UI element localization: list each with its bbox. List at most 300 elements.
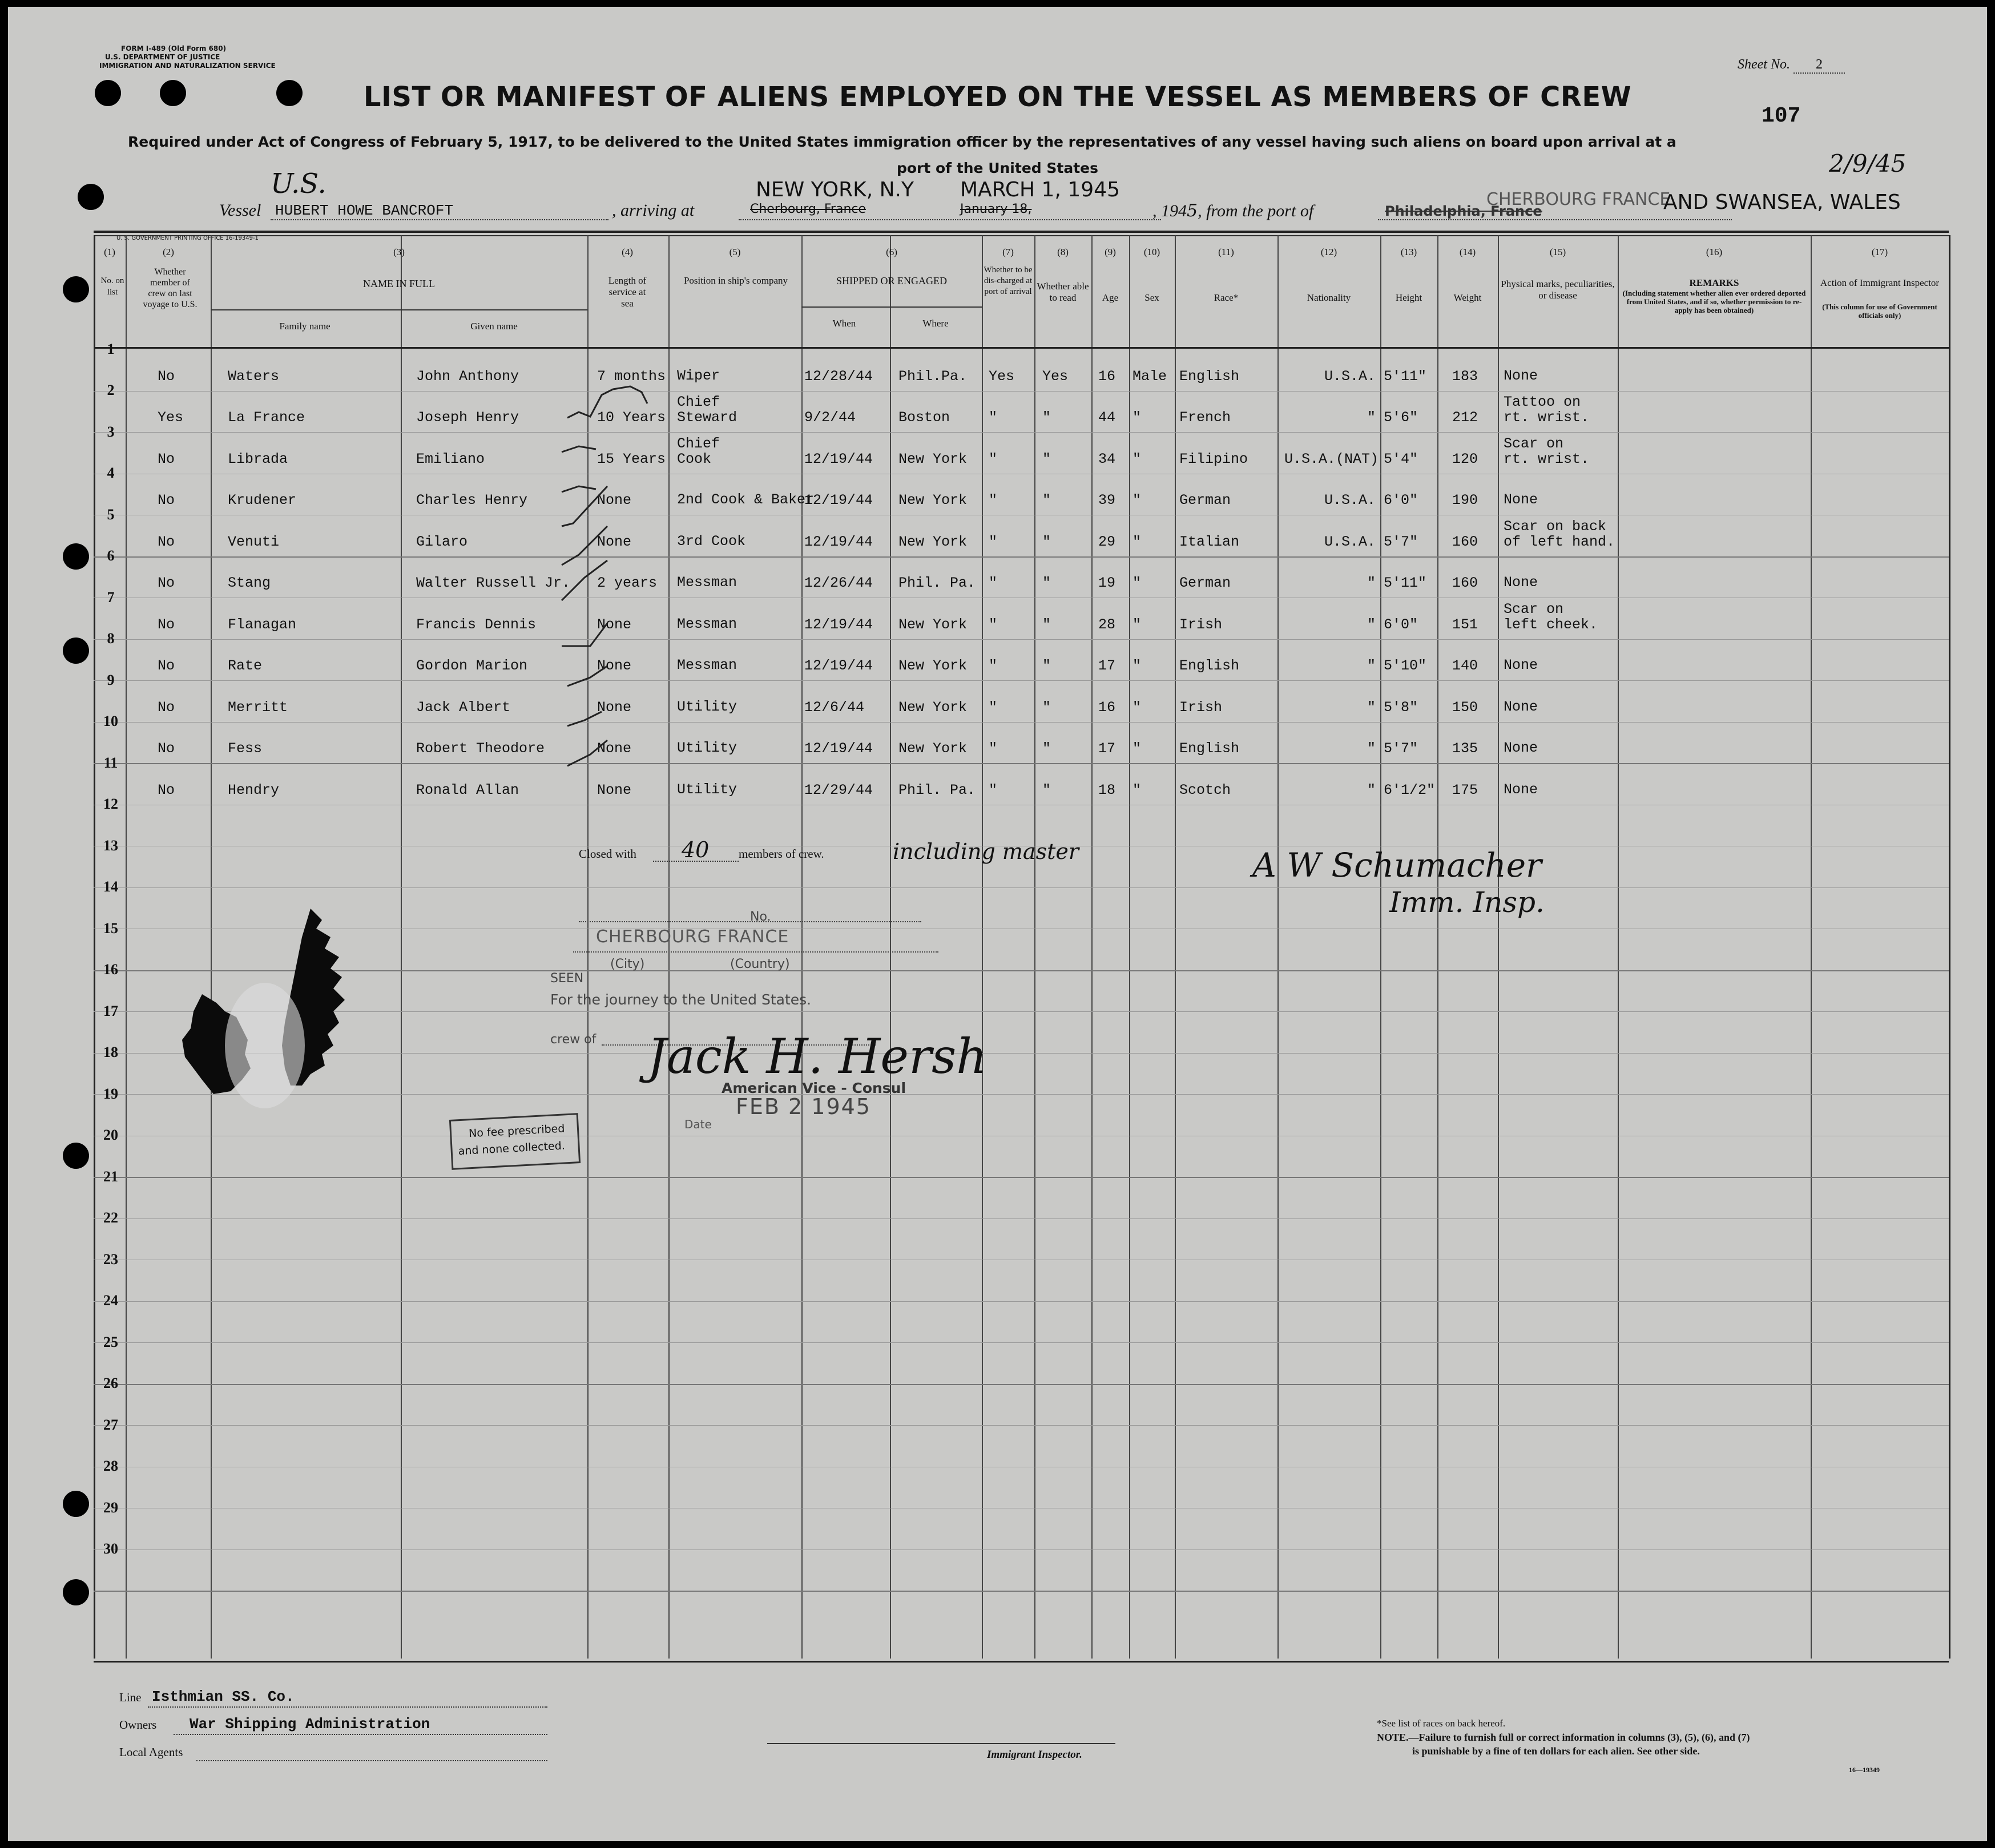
cell-family: Krudener (228, 492, 297, 509)
cell-marks: Scar on back of left hand. (1504, 518, 1615, 550)
cell-sex: " (1132, 782, 1142, 798)
cell-marks: None (1504, 781, 1538, 798)
cell-nationality: " (1367, 740, 1376, 757)
cell-weight: 140 (1452, 657, 1478, 674)
cell-where: New York (898, 657, 968, 674)
col11-num: (11) (1218, 247, 1234, 257)
cell-read: " (1042, 616, 1051, 633)
cell-height: 6'1/2" (1384, 782, 1436, 798)
year-digit: 5 (1187, 201, 1198, 221)
consul-date-stamp: FEB 2 1945 (736, 1094, 871, 1119)
column-divider (1380, 235, 1381, 1659)
cell-nationality: " (1367, 409, 1376, 426)
col5-num: (5) (729, 247, 741, 257)
cell-height: 5'8" (1384, 699, 1418, 716)
cell-given: Charles Henry (416, 492, 528, 509)
column-divider (1498, 235, 1499, 1659)
col9-num: (9) (1105, 247, 1116, 257)
empty-row-line-number: 26 (103, 1375, 118, 1391)
cell-weight: 120 (1452, 451, 1478, 467)
cell-position: Messman (677, 657, 737, 673)
cell-last-voyage: No (158, 575, 175, 591)
cell-race: Irish (1179, 699, 1223, 716)
col15-header: Physical marks, peculiarities, or disease (1501, 279, 1615, 301)
cell-last-voyage: No (158, 657, 175, 674)
col1-header: No. on list (100, 276, 124, 297)
cell-family: Rate (228, 657, 263, 674)
row-rule (94, 763, 1949, 764)
empty-row-line-number: 22 (103, 1209, 118, 1226)
cell-sex: " (1132, 616, 1142, 633)
cell-service: None (597, 657, 632, 674)
cell-family: Merritt (228, 699, 288, 716)
row-rule (94, 391, 1949, 392)
cell-where: New York (898, 534, 968, 550)
cell-sex: " (1132, 492, 1142, 509)
col4-header: Length of service at sea (608, 275, 647, 309)
footer-inspector-label: Immigrant Inspector. (987, 1749, 1082, 1761)
empty-row-line-number: 25 (103, 1334, 118, 1350)
col3-header: NAME IN FULL (363, 278, 435, 289)
vessel-label: Vessel (219, 201, 261, 220)
row-line-number: 6 (107, 547, 115, 564)
empty-row-line-number: 18 (103, 1044, 118, 1060)
cell-read: " (1042, 575, 1051, 591)
cell-marks: None (1504, 699, 1538, 715)
col13-header: Height (1395, 292, 1422, 303)
cell-age: 17 (1098, 657, 1116, 674)
cell-family: Stang (228, 575, 271, 591)
cell-last-voyage: No (158, 699, 175, 716)
from-port-struck: Philadelphia, France (1385, 203, 1542, 219)
footer-note-races: *See list of races on back hereof. (1377, 1718, 1506, 1729)
closing-hand-note: including master (893, 839, 1079, 864)
row-rule (94, 1591, 1949, 1592)
arriving-port-struck: Cherbourg, France (750, 202, 866, 216)
col17-num: (17) (1871, 247, 1888, 257)
row-rule (94, 1384, 1949, 1385)
form-id: FORM I-489 (Old Form 680) (121, 45, 227, 53)
cell-given: Ronald Allan (416, 782, 519, 798)
row-line-number: 3 (107, 423, 115, 440)
cell-sex: " (1132, 657, 1142, 674)
empty-row-line-number: 13 (103, 837, 118, 854)
consul-stamp-city: CHERBOURG FRANCE (596, 927, 789, 947)
stamp-number: 107 (1762, 104, 1801, 128)
col15-num: (15) (1549, 247, 1566, 257)
cell-given: Emiliano (416, 451, 485, 467)
cell-discharged: " (989, 782, 998, 798)
cell-sex: " (1132, 699, 1142, 716)
handwritten-date: 2/9/45 (1829, 150, 1907, 177)
col14-header: Weight (1453, 292, 1482, 303)
cell-position: Messman (677, 616, 737, 632)
cell-read: " (1042, 782, 1051, 798)
cell-when: 12/26/44 (804, 575, 873, 591)
printing-office: U. S. GOVERNMENT PRINTING OFFICE 16-19349-1 (116, 235, 259, 241)
col3-num: (3) (393, 247, 405, 257)
footer-agents-label: Local Agents (119, 1745, 183, 1759)
cell-given: Jack Albert (416, 699, 511, 716)
column-divider (1811, 235, 1812, 1659)
column-divider (1034, 235, 1035, 1659)
cell-last-voyage: No (158, 740, 175, 757)
cell-position: 3rd Cook (677, 533, 746, 550)
form-service: IMMIGRATION AND NATURALIZATION SERVICE (99, 62, 276, 70)
cell-position: Chief Cook (677, 435, 720, 467)
subtitle-line-2: port of the United States (896, 160, 1098, 176)
cell-marks: None (1504, 368, 1538, 384)
cell-family: Hendry (228, 782, 280, 798)
inspector-title: Imm. Insp. (1389, 886, 1545, 919)
binder-hole (63, 543, 89, 570)
cell-family: La France (228, 409, 305, 426)
col2-num: (2) (163, 247, 174, 257)
cell-last-voyage: No (158, 616, 175, 633)
cell-sex: " (1132, 575, 1142, 591)
check-marks (556, 384, 682, 840)
cell-service: None (597, 492, 632, 509)
cell-given: Gordon Marion (416, 657, 528, 674)
cell-race: English (1179, 657, 1240, 674)
consul-city-label: (City) (610, 957, 645, 971)
cell-where: New York (898, 451, 968, 467)
cell-when: 12/19/44 (804, 492, 873, 509)
cell-height: 5'11" (1384, 368, 1427, 385)
cell-when: 12/19/44 (804, 616, 873, 633)
col1-num: (1) (104, 247, 115, 257)
cell-when: 12/28/44 (804, 368, 873, 385)
empty-row-line-number: 23 (103, 1251, 118, 1268)
cell-marks: Scar on left cheek. (1504, 601, 1598, 633)
cell-sex: " (1132, 534, 1142, 550)
row-rule (94, 1218, 1949, 1219)
cell-given: Joseph Henry (416, 409, 519, 426)
cell-service: None (597, 782, 632, 798)
empty-row-line-number: 16 (103, 961, 118, 978)
cell-age: 28 (1098, 616, 1116, 633)
fee-stamp (449, 1113, 581, 1170)
cell-family: Fess (228, 740, 263, 757)
cell-last-voyage: No (158, 368, 175, 385)
vessel-name: HUBERT HOWE BANCROFT (275, 202, 454, 219)
cell-race: Irish (1179, 616, 1223, 633)
cell-age: 16 (1098, 699, 1116, 716)
cell-given: Robert Theodore (416, 740, 545, 757)
row-line-number: 2 (107, 382, 115, 398)
cell-marks: None (1504, 740, 1538, 756)
from-port-hand: AND SWANSEA, WALES (1663, 191, 1901, 214)
row-line-number: 7 (107, 589, 115, 606)
col10-header: Sex (1144, 292, 1159, 303)
row-rule (94, 639, 1949, 640)
consul-journey: For the journey to the United States. (550, 991, 812, 1008)
col7-header: Whether to be dis-charged at port of arrival (984, 265, 1033, 296)
cell-where: Phil.Pa. (898, 368, 968, 385)
column-divider (126, 235, 127, 1659)
from-label: , from the port of (1198, 201, 1314, 220)
inspector-signature: A W Schumacher (1252, 846, 1542, 885)
cell-read: " (1042, 409, 1051, 426)
cell-sex: " (1132, 740, 1142, 757)
footer-owners-label: Owners (119, 1718, 157, 1732)
form-dept: U.S. DEPARTMENT OF JUSTICE (105, 53, 220, 61)
binder-hole (63, 1143, 89, 1169)
binder-hole (63, 276, 89, 302)
cell-read: " (1042, 699, 1051, 716)
cell-marks: None (1504, 657, 1538, 673)
cell-discharged: " (989, 451, 998, 467)
cell-where: New York (898, 616, 968, 633)
col3-given-header: Given name (470, 321, 518, 332)
cell-age: 29 (1098, 534, 1116, 550)
empty-row-line-number: 29 (103, 1499, 118, 1516)
sheet-no: 2 (1794, 57, 1845, 74)
footer-note-2: is punishable by a fine of ten dollars for each alien. See other side. (1412, 1745, 1700, 1757)
cell-weight: 160 (1452, 575, 1478, 591)
cell-height: 5'11" (1384, 575, 1427, 591)
cell-read: " (1042, 657, 1051, 674)
from-port-stamp: CHERBOURG FRANCE (1486, 189, 1671, 209)
row-rule (94, 432, 1949, 433)
cell-position: Chief Steward (677, 394, 737, 426)
cell-age: 39 (1098, 492, 1116, 509)
consul-country-label: (Country) (730, 957, 790, 971)
cell-nationality: " (1367, 575, 1376, 591)
col17-header: Action of Immigrant Inspector (1820, 277, 1940, 288)
cell-discharged: " (989, 575, 998, 591)
column-divider (1091, 235, 1093, 1659)
cell-marks: None (1504, 491, 1538, 508)
cell-weight: 150 (1452, 699, 1478, 716)
column-divider (1437, 235, 1438, 1659)
cell-discharged: " (989, 409, 998, 426)
column-divider (1277, 235, 1279, 1659)
empty-row-line-number: 28 (103, 1458, 118, 1474)
cell-weight: 135 (1452, 740, 1478, 757)
row-line-number: 11 (103, 754, 118, 771)
cell-weight: 212 (1452, 409, 1478, 426)
cell-marks: Tattoo on rt. wrist. (1504, 394, 1590, 426)
cell-age: 44 (1098, 409, 1116, 426)
row-line-number: 4 (107, 465, 115, 481)
cell-sex: " (1132, 451, 1142, 467)
arrival-date-hand: MARCH 1, 1945 (960, 178, 1120, 201)
col17-note: (This column for use of Government officials only) (1822, 302, 1937, 320)
cell-read: " (1042, 740, 1051, 757)
col12-header: Nationality (1307, 292, 1351, 303)
cell-read: " (1042, 534, 1051, 550)
col9-header: Age (1102, 292, 1119, 303)
cell-age: 17 (1098, 740, 1116, 757)
consul-crew-of: crew of (550, 1032, 597, 1047)
consul-signature: Jack H. Hersh (647, 1028, 988, 1084)
cell-when: 9/2/44 (804, 409, 856, 426)
page-title: LIST OR MANIFEST OF ALIENS EMPLOYED ON THE VESSEL AS MEMBERS OF CREW (363, 81, 1632, 113)
closing-suffix: members of crew. (739, 847, 824, 861)
manifest-sheet (8, 7, 1987, 1841)
column-divider (982, 235, 983, 1659)
seal-ribbon (168, 897, 408, 1137)
footer-note-1: NOTE.—Failure to furnish full or correct information in columns (3), (5), (6), and (7) (1377, 1732, 1750, 1743)
row-rule (94, 1177, 1949, 1178)
cell-weight: 151 (1452, 616, 1478, 633)
cell-position: Messman (677, 574, 737, 591)
cell-service: 2 years (597, 575, 658, 591)
cell-age: 18 (1098, 782, 1116, 798)
cell-weight: 160 (1452, 534, 1478, 550)
row-rule (94, 1342, 1949, 1343)
cell-sex: Male (1132, 368, 1167, 385)
footer-line-label: Line (119, 1690, 142, 1704)
column-divider (1129, 235, 1130, 1659)
closing-count: 40 (682, 837, 710, 862)
cell-nationality: U.S.A.(NAT) (1284, 451, 1379, 467)
binder-hole (63, 637, 89, 664)
cell-nationality: " (1367, 782, 1376, 798)
col3-family-header: Family name (279, 321, 331, 332)
cell-when: 12/6/44 (804, 699, 865, 716)
cell-discharged: " (989, 492, 998, 509)
consul-no-label: No. (750, 910, 771, 924)
empty-row-line-number: 30 (103, 1540, 118, 1557)
cell-discharged: " (989, 740, 998, 757)
cell-race: English (1179, 740, 1240, 757)
cell-height: 5'10" (1384, 657, 1427, 674)
consul-seen: SEEN (550, 971, 584, 986)
cell-nationality: " (1367, 616, 1376, 633)
empty-row-line-number: 15 (103, 920, 118, 937)
cell-nationality: " (1367, 699, 1376, 716)
cell-age: 19 (1098, 575, 1116, 591)
row-rule (94, 680, 1949, 681)
cell-weight: 175 (1452, 782, 1478, 798)
cell-last-voyage: No (158, 534, 175, 550)
cell-age: 34 (1098, 451, 1116, 467)
col11-header: Race* (1214, 292, 1239, 303)
cell-race: Scotch (1179, 782, 1231, 798)
cell-discharged: Yes (989, 368, 1015, 385)
cell-discharged: " (989, 616, 998, 633)
col13-num: (13) (1400, 247, 1417, 257)
cell-service: None (597, 740, 632, 757)
empty-row-line-number: 24 (103, 1292, 118, 1309)
row-rule (94, 1425, 1949, 1426)
fee-stamp-line1: No fee prescribed (468, 1122, 565, 1140)
cell-service: 10 Years (597, 409, 666, 426)
column-divider (1175, 235, 1176, 1659)
footer-code: 16—19349 (1849, 1766, 1880, 1774)
cell-race: German (1179, 575, 1231, 591)
cell-where: New York (898, 492, 968, 509)
empty-row-line-number: 12 (103, 796, 118, 812)
cell-last-voyage: No (158, 451, 175, 467)
cell-where: Phil. Pa. (898, 782, 976, 798)
cell-given: Francis Dennis (416, 616, 537, 633)
cell-sex: " (1132, 409, 1142, 426)
col16-note: (Including statement whether alien ever ordered deported from United States, and if so, whether permission to re-apply has been obtained) (1622, 289, 1806, 314)
cell-family: Flanagan (228, 616, 297, 633)
cell-given: John Anthony (416, 368, 519, 385)
footer-line-value: Isthmian SS. Co. (152, 1688, 295, 1705)
cell-height: 5'7" (1384, 534, 1418, 550)
cell-when: 12/19/44 (804, 451, 873, 467)
cell-discharged: " (989, 657, 998, 674)
row-line-number: 9 (107, 672, 115, 688)
empty-row-line-number: 21 (103, 1168, 118, 1185)
cell-read: " (1042, 451, 1051, 467)
cell-race: French (1179, 409, 1231, 426)
row-line-number: 10 (103, 713, 118, 729)
cell-given: Walter Russell Jr. (416, 575, 571, 591)
cell-nationality: U.S.A. (1324, 534, 1376, 550)
col4-num: (4) (622, 247, 633, 257)
cell-height: 5'4" (1384, 451, 1418, 467)
consul-date-label: Date (684, 1117, 712, 1131)
cell-when: 12/29/44 (804, 782, 873, 798)
fee-stamp-line2: and none collected. (458, 1139, 566, 1158)
cell-marks: Scar on rt. wrist. (1504, 435, 1590, 467)
cell-where: Boston (898, 409, 950, 426)
cell-service: None (597, 534, 632, 550)
cell-race: Filipino (1179, 451, 1248, 467)
arriving-port-hand: NEW YORK, N.Y (756, 178, 914, 201)
vessel-prefix-hand: U.S. (271, 168, 327, 200)
cell-service: None (597, 616, 632, 633)
cell-where: New York (898, 740, 968, 757)
col6-where-header: Where (922, 318, 949, 329)
col8-num: (8) (1057, 247, 1069, 257)
cell-service: 7 months (597, 368, 666, 385)
arriving-label: , arriving at (612, 201, 695, 220)
col14-num: (14) (1459, 247, 1476, 257)
cell-read: Yes (1042, 368, 1069, 385)
col6-when-header: When (832, 318, 856, 329)
cell-nationality: " (1367, 657, 1376, 674)
empty-row-line-number: 14 (103, 878, 118, 895)
cell-when: 12/19/44 (804, 534, 873, 550)
row-rule (94, 1301, 1949, 1302)
empty-row-line-number: 27 (103, 1417, 118, 1433)
cell-when: 12/19/44 (804, 657, 873, 674)
cell-discharged: " (989, 699, 998, 716)
col16-header: REMARKS (1689, 277, 1739, 288)
cell-height: 6'0" (1384, 492, 1418, 509)
cell-position: Utility (677, 699, 737, 715)
empty-row-line-number: 19 (103, 1086, 118, 1102)
footer-owners-value: War Shipping Administration (190, 1716, 430, 1733)
year-label: , 194 (1152, 201, 1187, 220)
subtitle-line-1: Required under Act of Congress of February 5, 1917, to be delivered to the United States immigration officer by the representatives of any vessel having such aliens on board upon arrival at a (128, 134, 1676, 150)
col7-num: (7) (1002, 247, 1014, 257)
column-divider (801, 235, 803, 1659)
row-line-number: 1 (107, 341, 115, 357)
binder-hole (78, 184, 104, 210)
row-rule (94, 722, 1949, 723)
cell-discharged: " (989, 534, 998, 550)
cell-last-voyage: No (158, 782, 175, 798)
col12-num: (12) (1320, 247, 1337, 257)
cell-where: Phil. Pa. (898, 575, 976, 591)
cell-height: 6'0" (1384, 616, 1418, 633)
cell-height: 5'6" (1384, 409, 1418, 426)
cell-nationality: U.S.A. (1324, 492, 1376, 509)
cell-race: Italian (1179, 534, 1240, 550)
row-line-number: 8 (107, 630, 115, 647)
consul-title: American Vice - Consul (722, 1080, 906, 1096)
closing-prefix: Closed with (579, 847, 636, 861)
cell-position: Utility (677, 740, 737, 756)
